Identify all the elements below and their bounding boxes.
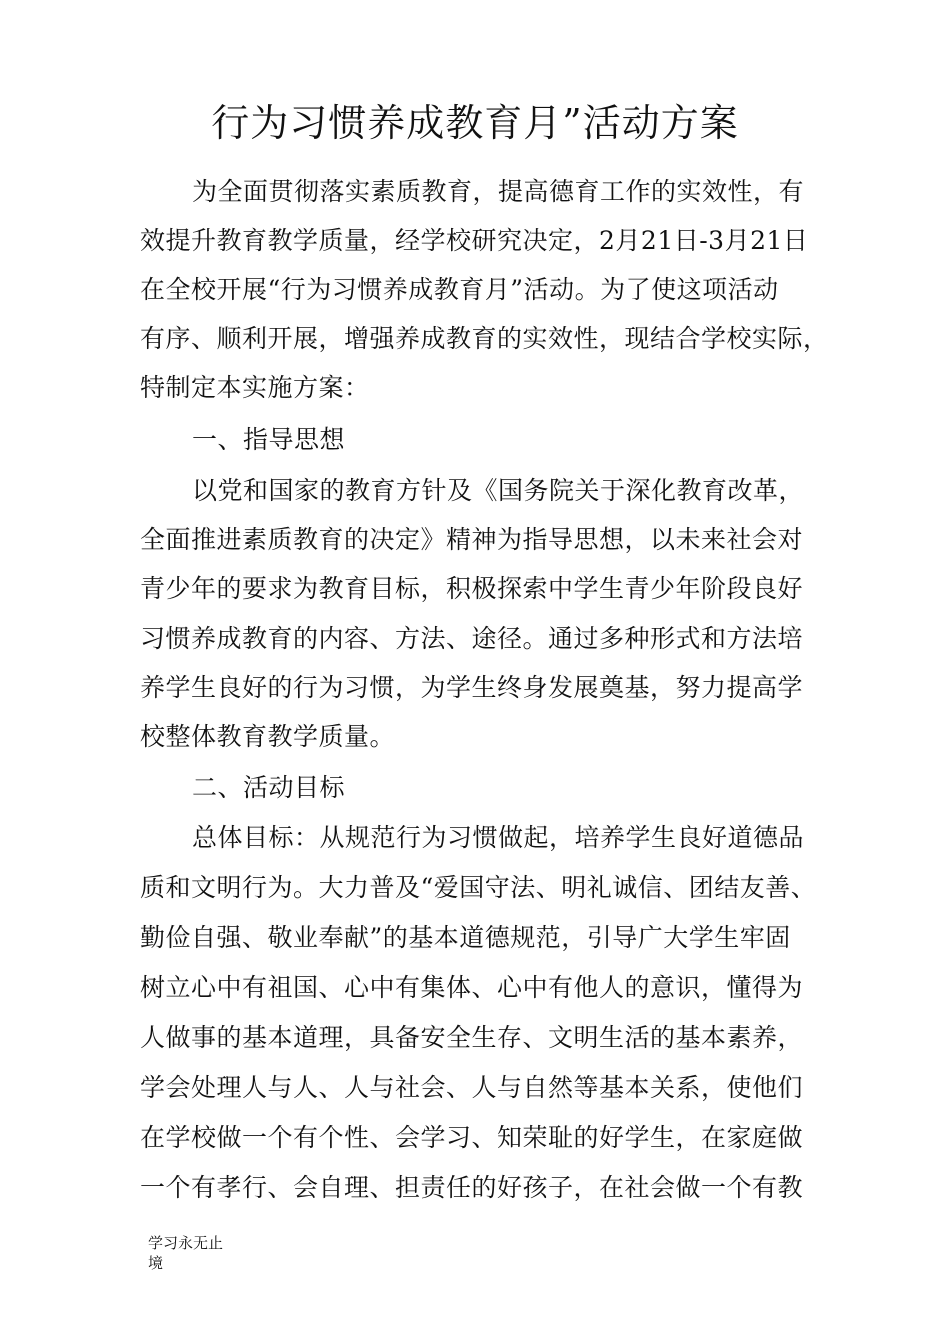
paragraph-line: 学会处理人与人、人与社会、人与自然等基本关系，使他们 (140, 1073, 804, 1102)
footer-line: 境 (148, 1254, 164, 1272)
section-heading: 一、指导思想 (192, 425, 346, 454)
section-heading: 二、活动目标 (192, 773, 346, 802)
page-footer (148, 1233, 248, 1273)
paragraph-line: 树立心中有祖国、心中有集体、心中有他人的意识，懂得为 (140, 973, 804, 1002)
paragraph-line: 有序、顺利开展，增强养成教育的实效性，现结合学校实际， (140, 324, 829, 353)
paragraph-line: 质和文明行为。大力普及“爱国守法、明礼诚信、团结友善、 (140, 873, 817, 902)
paragraph-line: 青少年的要求为教育目标，积极探索中学生青少年阶段良好 (140, 574, 804, 603)
paragraph-line: 效提升教育教学质量，经学校研究决定，2月21日-3月21日 (140, 226, 809, 255)
paragraph-line: 一个有孝行、会自理、担责任的好孩子，在社会做一个有教 (140, 1173, 804, 1202)
paragraph-line: 习惯养成教育的内容、方法、途径。通过多种形式和方法培 (140, 624, 804, 653)
paragraph-line: 人做事的基本道理，具备安全生存、文明生活的基本素养， (140, 1023, 804, 1052)
paragraph-line: 特制定本实施方案： (140, 373, 370, 402)
footer-line: 学习永无止 (148, 1234, 224, 1252)
paragraph-line: 全面推进素质教育的决定》精神为指导思想，以未来社会对 (140, 525, 804, 554)
paragraph-line: 在学校做一个有个性、会学习、知荣耻的好学生，在家庭做 (140, 1123, 804, 1152)
paragraph-line: 总体目标：从规范行为习惯做起，培养学生良好道德品 (192, 823, 805, 852)
paragraph-line: 勤俭自强、敬业奉献”的基本道德规范，引导广大学生牢固 (140, 923, 791, 952)
document-title: 行为习惯养成教育月”活动方案 (211, 101, 739, 145)
paragraph-line: 养学生良好的行为习惯，为学生终身发展奠基，努力提高学 (140, 673, 804, 702)
paragraph-line: 为全面贯彻落实素质教育，提高德育工作的实效性，有 (192, 177, 805, 206)
paragraph-line: 以党和国家的教育方针及《国务院关于深化教育改革， (192, 476, 805, 505)
paragraph-line: 校整体教育教学质量。 (140, 722, 396, 751)
paragraph-line: 在全校开展“行为习惯养成教育月”活动。为了使这项活动 (140, 275, 779, 304)
